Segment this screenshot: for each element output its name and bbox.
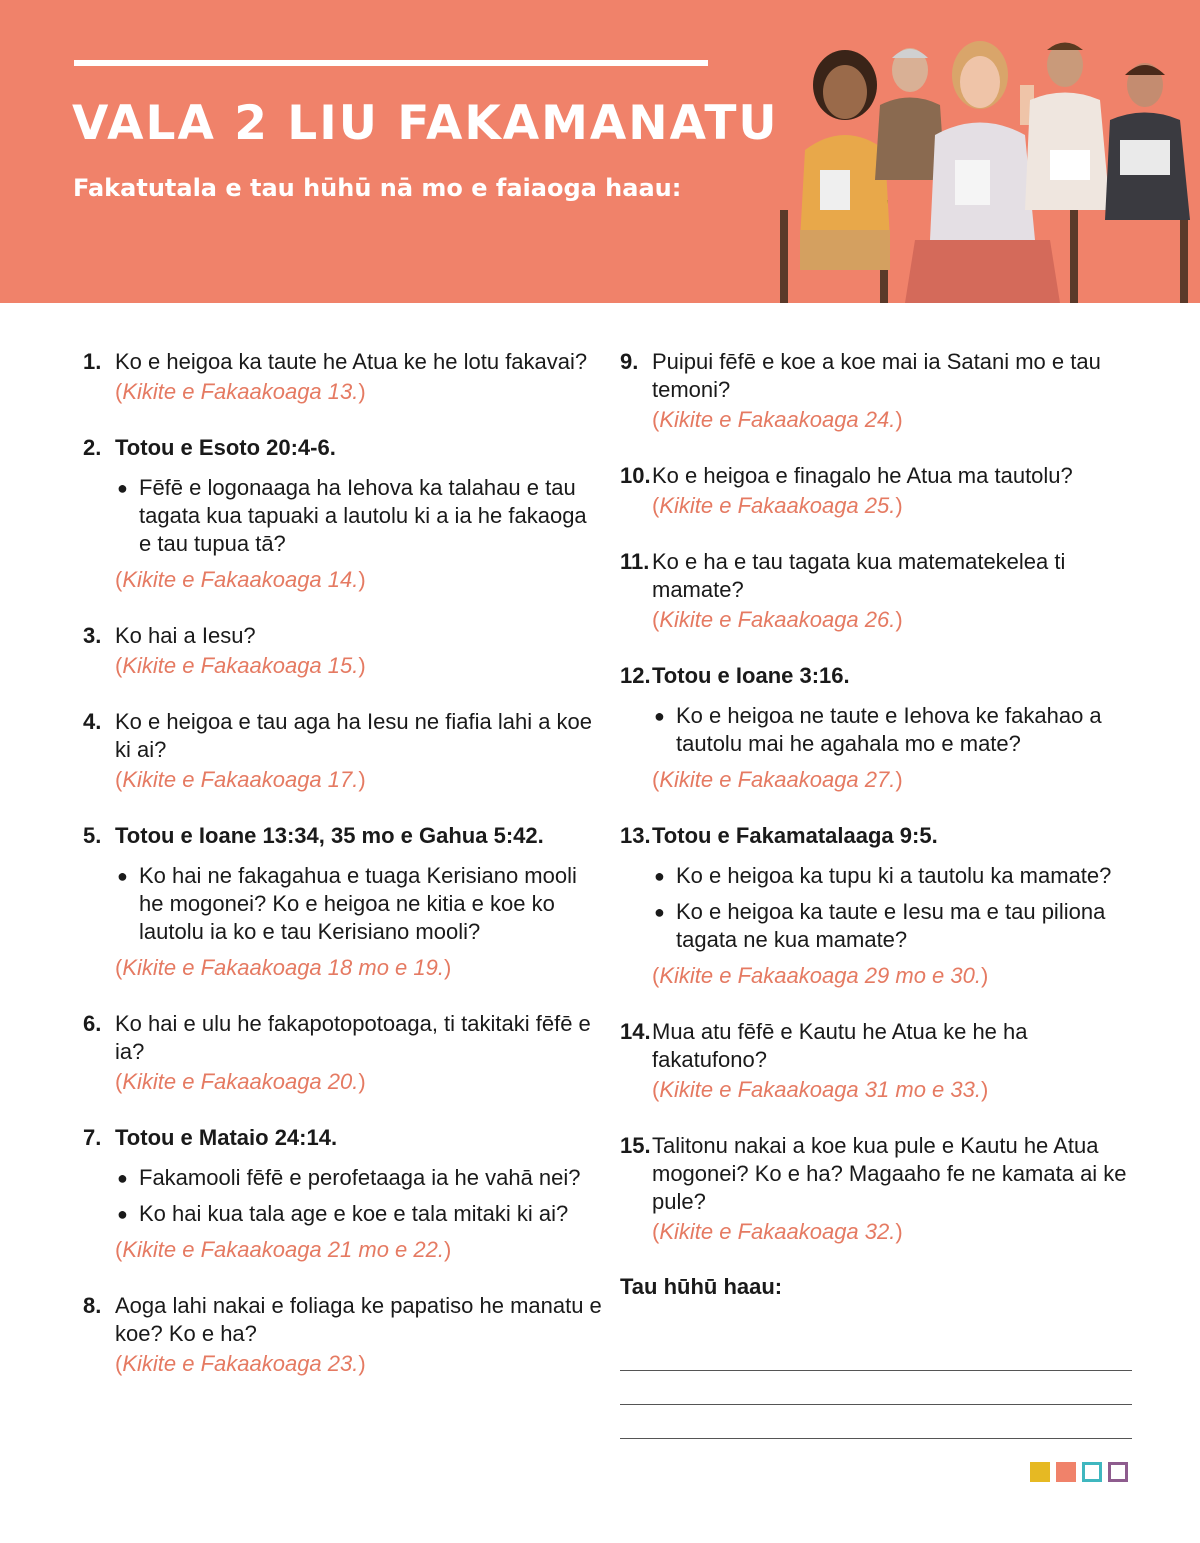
square-purple-outline: [1108, 1462, 1128, 1482]
question-item: [620, 348, 1140, 434]
paren-open: (: [652, 1077, 660, 1102]
reference-text: Kikite e Fakaakoaga 26.: [659, 607, 896, 632]
paren-close: ): [358, 767, 366, 792]
reference-text: Kikite e Fakaakoaga 13.: [122, 379, 359, 404]
question-item: [620, 1018, 1140, 1104]
bullet-dot-icon: ●: [654, 902, 665, 922]
reference-text: Kikite e Fakaakoaga 24.: [659, 407, 896, 432]
question-number: 13.: [620, 823, 651, 848]
question-item: [83, 348, 603, 406]
paren-close: ): [895, 493, 903, 518]
question-text: Ko e heigoa e finagalo he Atua ma tautolu?: [652, 463, 1073, 488]
question-number: 3.: [83, 623, 102, 648]
question-bullets: [652, 702, 1140, 758]
reference-text: Kikite e Fakaakoaga 31 mo e 33.: [659, 1077, 981, 1102]
bullet-dot-icon: ●: [654, 866, 665, 886]
lesson-reference: [652, 1076, 1140, 1104]
square-coral: [1056, 1462, 1076, 1482]
question-number: 8.: [83, 1293, 102, 1318]
paren-close: ): [443, 955, 452, 980]
answer-line[interactable]: [620, 1404, 1132, 1405]
paren-open: (: [115, 1069, 123, 1094]
reference-text: Kikite e Fakaakoaga 32.: [659, 1219, 896, 1244]
square-teal-outline: [1082, 1462, 1102, 1482]
header-rule: [74, 60, 708, 66]
question-item: [83, 708, 603, 794]
reference-text: Kikite e Fakaakoaga 20.: [122, 1069, 359, 1094]
paren-open: (: [115, 379, 123, 404]
bullet-item: [115, 862, 603, 946]
lesson-reference: [652, 962, 1140, 990]
question-text: Ko e ha e tau tagata kua matematekelea ti mamate?: [652, 549, 1066, 602]
lesson-reference: [652, 406, 1140, 434]
lesson-reference: [115, 1350, 603, 1378]
lesson-reference: [115, 954, 603, 982]
questions-right-column: [620, 348, 1140, 1300]
question-item: [620, 548, 1140, 634]
lesson-reference: [115, 766, 603, 794]
bullet-text: Ko e heigoa ne taute e Iehova ke fakahao a tautolu mai he agahala mo e mate?: [676, 703, 1102, 756]
bullet-dot-icon: ●: [654, 706, 665, 726]
paren-close: ): [358, 379, 366, 404]
reference-text: Kikite e Fakaakoaga 29 mo e 30.: [659, 963, 981, 988]
paren-close: ): [895, 407, 903, 432]
bullet-item: [115, 1164, 603, 1192]
question-item: [620, 822, 1140, 990]
question-text: Ko e heigoa e tau aga ha Iesu ne fiafia lahi a koe ki ai?: [115, 709, 593, 762]
lesson-reference: [115, 566, 603, 594]
lesson-reference: [652, 606, 1140, 634]
paren-close: ): [980, 1077, 989, 1102]
lesson-reference: [652, 1218, 1140, 1246]
question-text: Aoga lahi nakai e foliaga ke papatiso he manatu e koe? Ko e ha?: [115, 1293, 602, 1346]
reference-text: Kikite e Fakaakoaga 15.: [122, 653, 359, 678]
questions-left-column: [83, 348, 603, 1406]
people-illustration: [760, 30, 1200, 303]
bullet-item: [652, 702, 1140, 758]
lesson-reference: [115, 652, 603, 680]
question-text: Totou e Ioane 13:34, 35 mo e Gahua 5:42.: [115, 823, 544, 848]
question-bullets: [115, 474, 603, 558]
question-text: Totou e Ioane 3:16.: [652, 663, 850, 688]
paren-open: (: [652, 963, 660, 988]
bullet-item: [652, 898, 1140, 954]
bullet-text: Fēfē e logonaaga ha Iehova ka talahau e tau tagata kua tapuaki a lautolu ki a ia he fakaoga e tau tupua tā?: [139, 475, 587, 556]
reference-text: Kikite e Fakaakoaga 27.: [659, 767, 896, 792]
reference-text: Kikite e Fakaakoaga 25.: [659, 493, 896, 518]
paren-open: (: [652, 407, 660, 432]
bullet-text: Fakamooli fēfē e perofetaaga ia he vahā nei?: [139, 1165, 581, 1190]
question-item: [83, 1292, 603, 1378]
answer-line[interactable]: [620, 1370, 1132, 1371]
question-number: 12.: [620, 663, 651, 688]
question-bullets: [115, 862, 603, 946]
paren-close: ): [358, 567, 366, 592]
question-number: 5.: [83, 823, 102, 848]
reference-text: Kikite e Fakaakoaga 23.: [122, 1351, 359, 1376]
question-item: [83, 1124, 603, 1264]
paren-open: (: [652, 607, 660, 632]
answer-line[interactable]: [620, 1438, 1132, 1439]
reference-text: Kikite e Fakaakoaga 14.: [122, 567, 359, 592]
page-title: VALA 2 LIU FAKAMANATU: [72, 96, 779, 151]
bullet-item: [115, 1200, 603, 1228]
paren-open: (: [115, 567, 123, 592]
lesson-reference: [115, 378, 603, 406]
question-number: 6.: [83, 1011, 102, 1036]
question-text: Talitonu nakai a koe kua pule e Kautu he Atua mogonei? Ko e ha? Magaaho fe ne kamata ai ke pule?: [652, 1133, 1127, 1214]
question-item: [620, 662, 1140, 794]
bullet-item: [652, 862, 1140, 890]
question-text: Ko hai e ulu he fakapotopotoaga, ti takitaki fēfē e ia?: [115, 1011, 591, 1064]
bullet-item: [115, 474, 603, 558]
bullet-dot-icon: ●: [117, 866, 128, 886]
paren-open: (: [652, 767, 660, 792]
reference-text: Kikite e Fakaakoaga 18 mo e 19.: [122, 955, 444, 980]
question-text: Mua atu fēfē e Kautu he Atua ke he ha fakatufono?: [652, 1019, 1028, 1072]
paren-open: (: [115, 767, 123, 792]
question-bullets: [115, 1164, 603, 1228]
question-number: 2.: [83, 435, 102, 460]
question-text: Totou e Fakamatalaaga 9:5.: [652, 823, 938, 848]
question-number: 9.: [620, 349, 639, 374]
page-subtitle: Fakatutala e tau hūhū nā mo e faiaoga haau:: [73, 174, 682, 202]
question-number: 14.: [620, 1019, 651, 1044]
question-item: [83, 434, 603, 594]
paren-close: ): [895, 767, 903, 792]
paren-close: ): [895, 607, 903, 632]
question-item: [620, 462, 1140, 520]
question-text: Puipui fēfē e koe a koe mai ia Satani mo e tau temoni?: [652, 349, 1101, 402]
question-text: Ko e heigoa ka taute he Atua ke he lotu fakavai?: [115, 349, 588, 374]
question-text: Totou e Mataio 24:14.: [115, 1125, 338, 1150]
paren-open: (: [652, 1219, 660, 1244]
bullet-text: Ko hai ne fakagahua e tuaga Kerisiano mooli he mogonei? Ko e heigoa ne kitia e koe ko lautolu ia ko e tau Kerisiano mooli?: [139, 863, 577, 944]
square-yellow: [1030, 1462, 1050, 1482]
paren-open: (: [115, 653, 123, 678]
paren-close: ): [358, 1069, 366, 1094]
paren-open: (: [115, 1237, 123, 1262]
lesson-reference: [115, 1068, 603, 1096]
bullet-dot-icon: ●: [117, 1204, 128, 1224]
question-number: 15.: [620, 1133, 651, 1158]
reference-text: Kikite e Fakaakoaga 21 mo e 22.: [122, 1237, 444, 1262]
bullet-text: Ko e heigoa ka tupu ki a tautolu ka mamate?: [676, 863, 1112, 888]
reference-text: Kikite e Fakaakoaga 17.: [122, 767, 359, 792]
lesson-reference: [115, 1236, 603, 1264]
question-number: 10.: [620, 463, 651, 488]
question-text: Ko hai a Iesu?: [115, 623, 256, 648]
question-number: 1.: [83, 349, 102, 374]
question-number: 4.: [83, 709, 102, 734]
paren-open: (: [115, 955, 123, 980]
bullet-dot-icon: ●: [117, 478, 128, 498]
bullet-text: Ko e heigoa ka taute e Iesu ma e tau piliona tagata ne kua mamate?: [676, 899, 1106, 952]
question-number: 11.: [620, 549, 650, 574]
paren-close: ): [358, 653, 366, 678]
bullet-dot-icon: ●: [117, 1168, 128, 1188]
paren-close: ): [980, 963, 989, 988]
question-item: [620, 1132, 1140, 1246]
page-header: [0, 0, 1200, 303]
question-item: [83, 1010, 603, 1096]
answer-label: Tau hūhū haau:: [620, 1274, 783, 1299]
question-bullets: [652, 862, 1140, 954]
question-number: 7.: [83, 1125, 102, 1150]
lesson-reference: [652, 492, 1140, 520]
lesson-reference: [652, 766, 1140, 794]
color-squares: [1030, 1462, 1128, 1482]
bullet-text: Ko hai kua tala age e koe e tala mitaki ki ai?: [139, 1201, 569, 1226]
paren-open: (: [115, 1351, 123, 1376]
question-item: [83, 622, 603, 680]
question-text: Totou e Esoto 20:4-6.: [115, 435, 336, 460]
question-item: [83, 822, 603, 982]
paren-open: (: [652, 493, 660, 518]
paren-close: ): [358, 1351, 366, 1376]
paren-close: ): [443, 1237, 452, 1262]
paren-close: ): [895, 1219, 903, 1244]
